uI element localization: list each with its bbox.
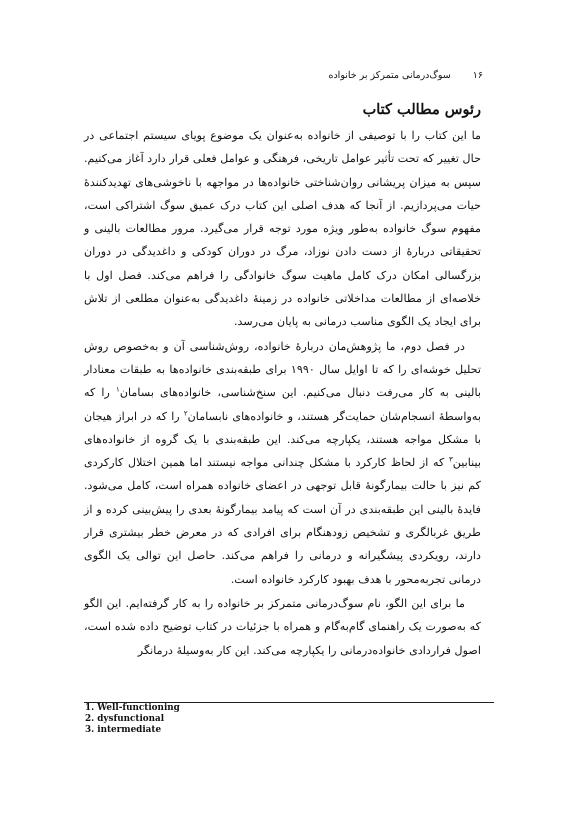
- paragraph-2: [84, 335, 481, 591]
- running-title: سوگ‌درمانی متمرکز بر خانواده: [328, 70, 451, 81]
- paragraph-1: ما این کتاب را با توصیفی از خانواده به‌عنوان یک موضوع پویای سیستم اجتماعی در حال تغییر که تحت تأثیر عوامل تاریخی، فرهنگی و عوامل فعلی قرار دارد آغاز می‌کنیم. سپس به میزان پریشانی روان‌شناختی خانواده‌ها در مواجهه با ناخوشی‌های تهدیدکنندهٔ حیات می‌پردازیم. از آنجا که هدف اصلی این کتاب درک عمیق سوگ اشتراکی است، مفهوم سوگ خانواده به‌طور ویژه مورد توجه قرار می‌گیرد. مرور مطالعات بالینی و تحقیقاتی دربارهٔ از دست دادن نوزاد، مرگ در دوران کودکی و داغدیدگی در دوران بزرگسالی امکان درک کامل ماهیت سوگ خانوادگی را فراهم می‌کند. فصل اول با خلاصه‌ای از مطالعات مداخلاتی خانواده در زمینهٔ داغدیدگی به‌عنوان مطلعی از تلاش برای ایجاد یک الگوی مناسب درمانی به پایان می‌رسد.: [84, 129, 481, 329]
- footnote-3: 3. intermediate: [85, 725, 162, 735]
- footnote-ref-3: ۳: [448, 455, 453, 464]
- footnotes: [85, 703, 180, 736]
- paragraph-2-part-c: را که در ابراز هیجان با مشکل مواجه هستند، یکپارچه می‌کند. این طبقه‌بندی با یک گروه از خانواده‌های بینابین: [84, 409, 481, 470]
- footnote-ref-2: ۲: [183, 408, 188, 417]
- paragraph-2-part-b: را که به‌واسطهٔ انسجام‌شان حمایت‌گر هستند، و خانواده‌های نابسامان: [84, 386, 481, 423]
- section-heading: رئوس مطالب کتاب: [362, 101, 481, 118]
- footnote-1: 1. Well-functioning: [85, 703, 180, 713]
- paragraph-2-part-d: که از لحاظ کارکرد با مشکل چندانی مواجه نیستند اما همین اختلال کارکردی کم نیز با حالت بیمارگونهٔ قابل توجهی در اعضای خانواده همراه است، کامل می‌شود. فایدهٔ بالینی این طبقه‌بندی در آن است که پیامد بیمارگونهٔ بعدی را پیش‌بینی کرده و از طریق غربالگری و تشخیص زودهنگام برای افرادی که در معرض خطر بیشتری قرار دارند، رویکردی پیشگیرانه و درمانی را فراهم می‌کند. حاصل این توالی یک الگوی درمانی تجربه‌محور با هدف بهبود کارکرد خانواده است.: [84, 456, 481, 586]
- paragraph-2-part-a: در فصل دوم، ما پژوهش‌مان دربارهٔ خانواده، روش‌شناسی آن و به‌خصوص روش تحلیل خوشه‌ای را که تا اوایل سال ۱۹۹۰ برای طبقه‌بندی خانواده‌ها به طبقات معنادار بالینی به کار می‌رفت دنبال می‌کنیم. این سنخ‌شناسی، خانواده‌های بسامان: [84, 339, 481, 400]
- running-header: [92, 70, 483, 84]
- paragraph-3: ما برای این الگو، نام سوگ‌درمانی متمرکز بر خانواده را به کار گرفته‌ایم. این الگو که به‌صورت یک راهنمای گام‌به‌گام و همراه با جزئیات در کتاب توضیح داده شده است، اصول فراردادی خانواده‌درمانی را یکپارچه می‌کند. این کار به‌وسیلهٔ درمانگر: [84, 596, 481, 657]
- footnote-ref-1: ۱: [116, 385, 120, 394]
- body-text: [84, 124, 481, 662]
- footnote-2: 2. dysfunctional: [85, 714, 165, 724]
- page-number: ۱۶: [472, 70, 483, 81]
